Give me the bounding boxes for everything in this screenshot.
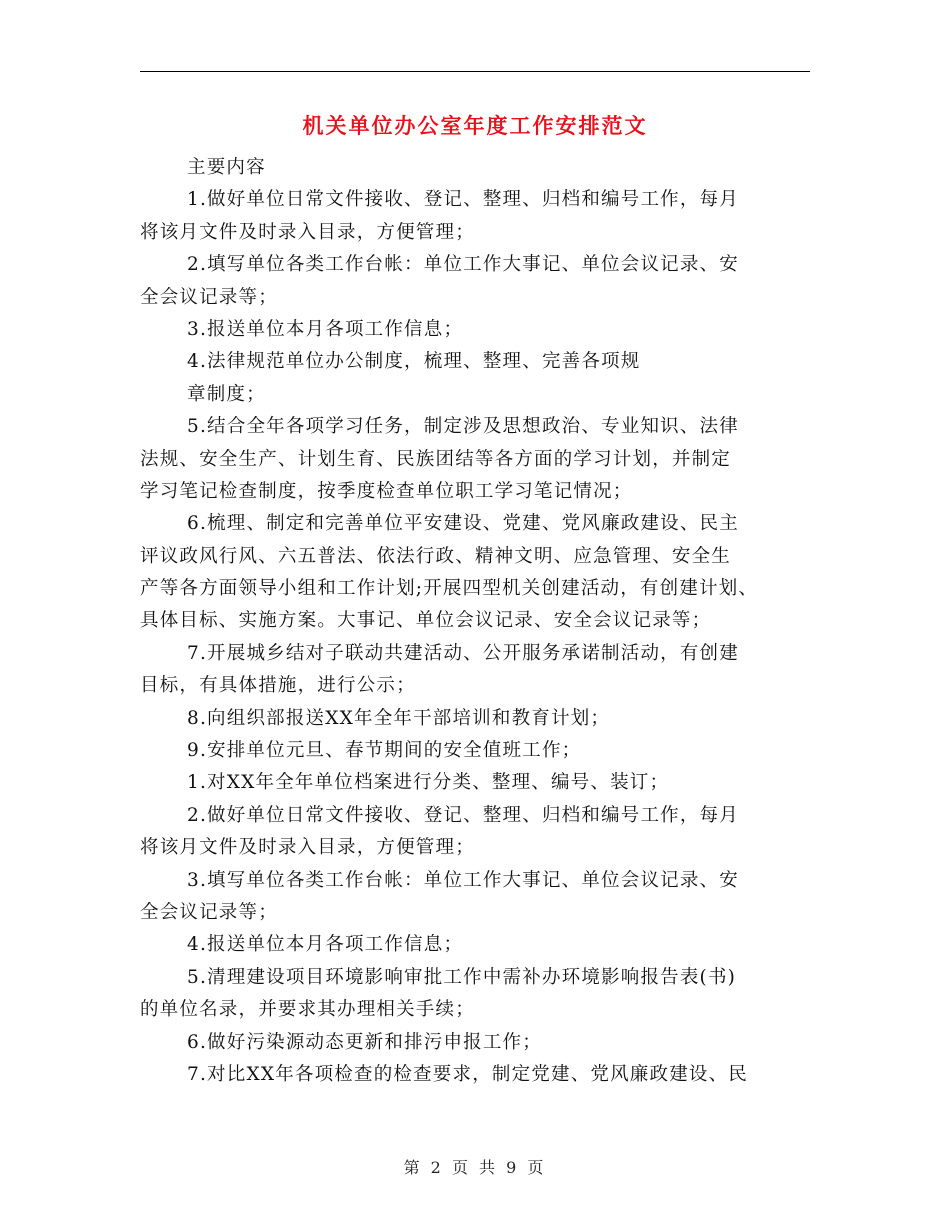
paragraph-line: 7.对比XX年各项检查的检查要求，制定党建、党风廉政建设、民	[187, 1063, 748, 1085]
paragraph-line: 学习笔记检查制度，按季度检查单位职工学习笔记情况；	[140, 480, 633, 502]
paragraph-line: 主要内容	[187, 157, 266, 178]
paragraph-line: 7.开展城乡结对子联动共建活动、公开服务承诺制活动，有创建	[187, 642, 739, 664]
paragraph-line: 9.安排单位元旦、春节期间的安全值班工作；	[187, 740, 582, 762]
paragraph-line: 3.报送单位本月各项工作信息；	[187, 318, 464, 340]
page-number: 第 2 页 共 9 页	[403, 1158, 547, 1177]
paragraph-line: 4.法律规范单位办公制度，梳理、整理、完善各项规	[187, 351, 641, 373]
paragraph-line: 具体目标、实施方案。大事记、单位会议记录、安全会议记录等；	[140, 610, 712, 632]
paragraph-line: 6.做好污染源动态更新和排污申报工作；	[187, 1031, 542, 1053]
paragraph-line: 4.报送单位本月各项工作信息；	[187, 934, 464, 956]
paragraph-line: 将该月文件及时录入目录，方便管理；	[140, 837, 475, 859]
paragraph-line: 法规、安全生产、计划生育、民族团结等各方面的学习计划，并制定	[140, 448, 732, 470]
document-title: 机关单位办公室年度工作安排范文	[302, 114, 648, 138]
document-body	[140, 152, 812, 1091]
paragraph-line: 2.做好单位日常文件接收、登记、整理、归档和编号工作，每月	[187, 804, 739, 826]
paragraph-line: 目标，有具体措施，进行公示；	[140, 675, 416, 697]
paragraph-line: 5.结合全年各项学习任务，制定涉及思想政治、专业知识、法律	[187, 416, 739, 438]
paragraph-line: 将该月文件及时录入目录，方便管理；	[140, 221, 475, 243]
paragraph-line: 5.清理建设项目环境影响审批工作中需补办环境影响报告表(书)	[187, 966, 737, 988]
paragraph-line: 6.梳理、制定和完善单位平安建设、党建、党风廉政建设、民主	[187, 513, 739, 535]
paragraph-line: 8.向组织部报送XX年全年干部培训和教育计划；	[187, 707, 611, 729]
paragraph-line: 1.做好单位日常文件接收、登记、整理、归档和编号工作，每月	[187, 189, 739, 211]
paragraph-line: 全会议记录等；	[140, 901, 278, 923]
paragraph-line: 产等各方面领导小组和工作计划;开展四型机关创建活动，有创建计划、	[140, 578, 759, 600]
paragraph-line: 1.对XX年全年单位档案进行分类、整理、编号、装订；	[187, 772, 670, 794]
header-rule	[140, 71, 810, 72]
paragraph-line: 评议政风行风、六五普法、依法行政、精神文明、应急管理、安全生	[140, 545, 732, 567]
paragraph-line: 的单位名录，并要求其办理相关手续；	[140, 999, 475, 1021]
paragraph-line: 全会议记录等；	[140, 286, 278, 308]
paragraph-line: 章制度；	[187, 383, 266, 405]
paragraph-line: 3.填写单位各类工作台帐：单位工作大事记、单位会议记录、安	[187, 869, 739, 891]
paragraph-line: 2.填写单位各类工作台帐：单位工作大事记、单位会议记录、安	[187, 254, 739, 276]
